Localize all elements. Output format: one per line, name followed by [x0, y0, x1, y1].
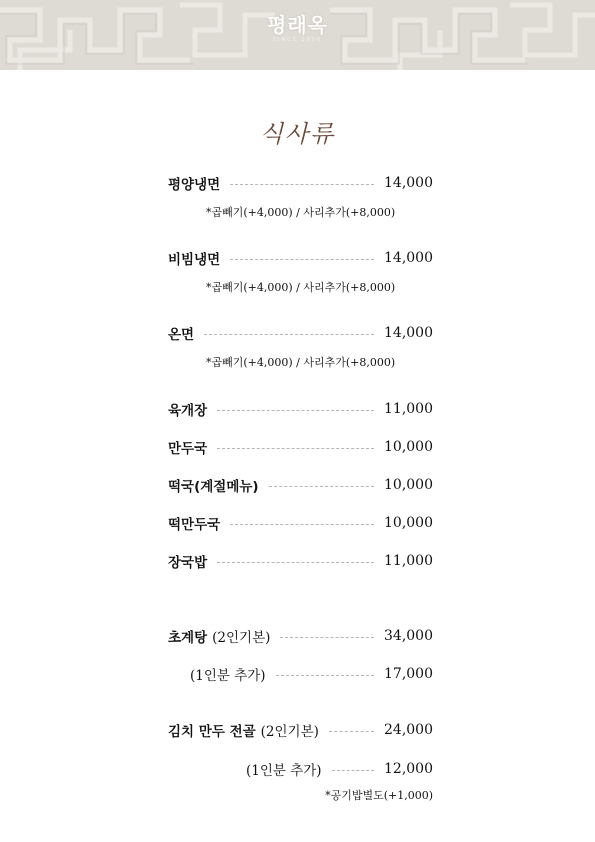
- special-serving: (2인기본): [260, 724, 319, 740]
- dotted-leader: [230, 259, 374, 260]
- special-price: 34,000: [384, 628, 433, 644]
- item-note: *곱빼기(+4,000) / 사리추가(+8,000): [206, 281, 396, 294]
- item-price: 10,000: [384, 515, 433, 531]
- item-name: 장국밥: [168, 555, 208, 571]
- special-price: 17,000: [384, 666, 433, 682]
- menu-item: [168, 551, 433, 571]
- item-note: *곱빼기(+4,000) / 사리추가(+8,000): [206, 206, 396, 219]
- special-price: 12,000: [384, 761, 433, 777]
- logo-subtext: SINCE 1950: [272, 37, 323, 43]
- dotted-leader: [217, 448, 374, 449]
- logo-text: 평래옥: [267, 13, 328, 37]
- rice-footnote: *공기밥별도(+1,000): [325, 789, 433, 802]
- item-name: 떡국(계절메뉴): [168, 479, 259, 495]
- dotted-leader: [276, 675, 374, 676]
- special-price: 24,000: [384, 722, 433, 738]
- header-banner: [0, 0, 595, 70]
- item-price: 11,000: [384, 401, 433, 417]
- menu-item: [168, 173, 433, 193]
- item-name: 온면: [168, 327, 195, 343]
- special-name: 초계탕: [168, 630, 208, 646]
- item-price: 14,000: [384, 175, 433, 191]
- section-title: 식사류: [259, 120, 336, 148]
- special-item: [168, 720, 433, 740]
- menu-item: [168, 399, 433, 419]
- menu-item: [168, 437, 433, 457]
- special-addon: [246, 759, 433, 779]
- special-serving: (1인분 추가): [190, 668, 266, 684]
- item-note: *곱빼기(+4,000) / 사리추가(+8,000): [206, 356, 396, 369]
- item-name: 만두국: [168, 441, 208, 457]
- item-price: 10,000: [384, 477, 433, 493]
- special-serving: (2인기본): [212, 630, 271, 646]
- dotted-leader: [269, 486, 374, 487]
- dotted-leader: [329, 731, 374, 732]
- dotted-leader: [280, 637, 374, 638]
- menu-item: [168, 248, 433, 268]
- item-name: 평양냉면: [168, 177, 221, 193]
- dotted-leader: [204, 334, 374, 335]
- menu-item: [168, 513, 433, 533]
- item-price: 10,000: [384, 439, 433, 455]
- item-price: 14,000: [384, 250, 433, 266]
- item-name: 떡만두국: [168, 517, 221, 533]
- item-name: 비빔냉면: [168, 252, 221, 268]
- dotted-leader: [230, 184, 374, 185]
- item-name: 육개장: [168, 403, 208, 419]
- item-price: 11,000: [384, 553, 433, 569]
- dotted-leader: [230, 524, 374, 525]
- dotted-leader: [217, 410, 374, 411]
- menu-item: [168, 475, 433, 495]
- special-serving: (1인분 추가): [246, 763, 322, 779]
- item-price: 14,000: [384, 325, 433, 341]
- dotted-leader: [332, 770, 374, 771]
- special-addon: [190, 664, 433, 684]
- special-name: 김치 만두 전골: [168, 724, 256, 740]
- brand-logo: [0, 14, 595, 44]
- menu-item: [168, 323, 433, 343]
- special-item: [168, 626, 433, 646]
- dotted-leader: [217, 562, 374, 563]
